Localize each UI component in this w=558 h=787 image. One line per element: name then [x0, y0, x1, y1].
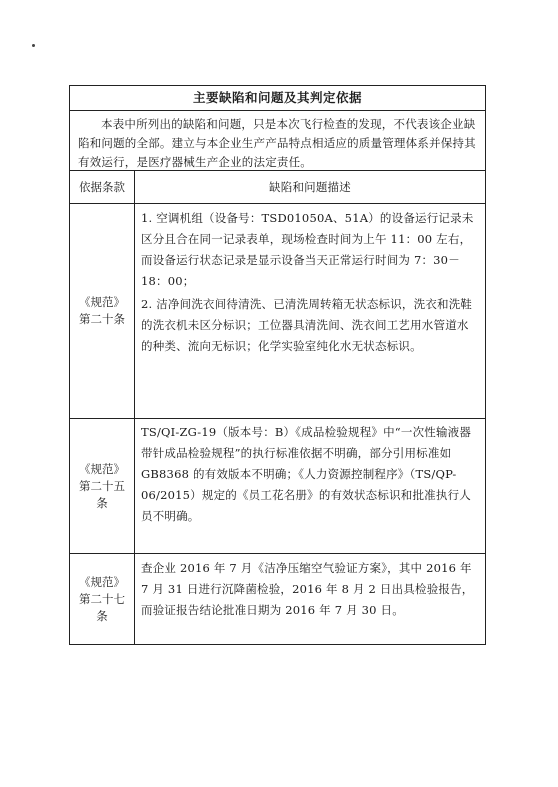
header-basis: 依据条款 — [70, 171, 135, 203]
finding-text: 查企业 2016 年 7 月《洁净压缩空气验证方案》，其中 2016 年 7 月 31 日进行沉降菌检验，2016 年 8 月 2 日出具检验报告，而验证报告结论批准日期为 2016 年 7 月 30 日。 — [141, 561, 474, 617]
table-row — [70, 553, 485, 644]
description-cell — [135, 419, 485, 553]
finding-text: 2. 洁净间洗衣间待清洗、已清洗周转箱无状态标识，洗衣和洗鞋的洗衣机未区分标识；工位器具清洗间、洗衣间工艺用水管道水的种类、流向无标识；化学实验室纯化水无状态标识。 — [141, 297, 473, 353]
finding-text: 1. 空调机组（设备号：TSD01050A、51A）的设备运行记录未区分且合在同一记录表单，现场检查时间为上午 11：00 左右，而设备运行状态记录是显示设备当天正常运行时间为 7：30－18：00； — [141, 211, 474, 288]
intro-paragraph: 本表中所列出的缺陷和问题，只是本次飞行检查的发现，不代表该企业缺陷和问题的全部。建立与本企业生产产品特点相适应的质量管理体系并保持其有效运行，是医疗器械生产企业的法定责任。 — [70, 110, 485, 170]
clause-cell — [70, 554, 135, 644]
clause-line: 第二十五 — [79, 478, 125, 493]
description-cell — [135, 204, 485, 418]
table-header-row — [70, 170, 485, 203]
page-dot-mark — [32, 44, 35, 47]
finding-text: TS/QI-ZG-19（版本号：B）《成品检验规程》中“一次性输液器 带针成品检验规程”的执行标准依据不明确，部分引用标准如 GB8368 的有效版本不明确；《人力资源控制程序》（TS/QP-06/2015）规定的《员工花名册》的有效状态标识和批准执行人员不明确。 — [141, 425, 472, 523]
clause-line: 《规范》 — [79, 574, 125, 589]
table-row — [70, 203, 485, 418]
clause-line: 第二十七 — [79, 591, 125, 606]
clause-cell — [70, 419, 135, 553]
clause-line: 《规范》 — [79, 295, 125, 309]
defects-table — [69, 85, 486, 645]
clause-line: 第二十条 — [79, 312, 125, 326]
table-title: 主要缺陷和问题及其判定依据 — [192, 90, 362, 105]
clause-line: 《规范》 — [79, 461, 125, 476]
clause-line: 条 — [96, 608, 108, 623]
table-row — [70, 418, 485, 553]
clause-cell — [70, 204, 135, 418]
clause-line: 条 — [96, 495, 108, 510]
description-cell — [135, 554, 485, 644]
header-description: 缺陷和问题描述 — [269, 179, 351, 194]
